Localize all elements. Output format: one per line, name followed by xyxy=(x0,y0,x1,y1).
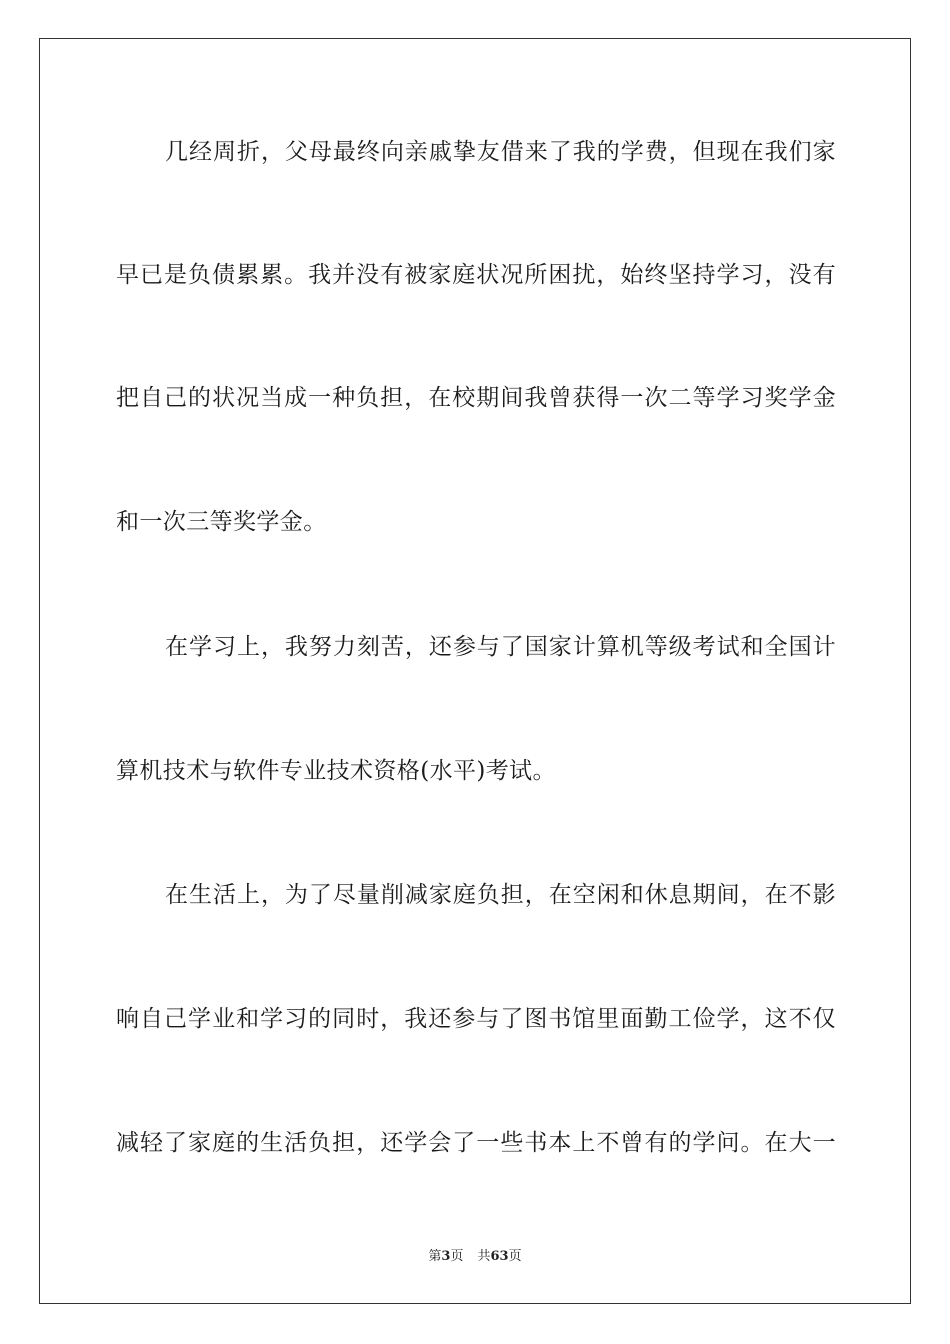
paragraph-line: 几经周折，父母最终向亲戚挚友借来了我的学费，但现在我们家 xyxy=(165,139,836,165)
paragraph-line: 响自己学业和学习的同时，我还参与了图书馆里面勤工俭学，这不仅 xyxy=(116,1006,836,1032)
paragraph-line: 早已是负债累累。我并没有被家庭状况所困扰，始终坚持学习，没有 xyxy=(116,262,836,288)
page-footer xyxy=(0,1248,950,1266)
paragraph-line: 减轻了家庭的生活负担，还学会了一些书本上不曾有的学问。在大一 xyxy=(116,1130,836,1156)
paragraph-line: 把自己的状况当成一种负担，在校期间我曾获得一次二等学习奖学金 xyxy=(116,385,836,411)
page-number: 3 xyxy=(441,1249,451,1264)
total-prefix: 共 xyxy=(477,1249,491,1264)
page-suffix: 页 xyxy=(450,1249,464,1264)
paragraph-line: 和一次三等奖学金。 xyxy=(116,509,327,535)
paragraph-line: 算机技术与软件专业技术资格(水平)考试。 xyxy=(116,758,556,784)
paragraph-line: 在生活上，为了尽量削减家庭负担，在空闲和休息期间，在不影 xyxy=(165,882,836,908)
page-prefix: 第 xyxy=(428,1249,442,1264)
total-pages: 63 xyxy=(490,1249,509,1264)
paragraph-line: 在学习上，我努力刻苦，还参与了国家计算机等级考试和全国计 xyxy=(165,634,836,660)
page-border xyxy=(39,38,911,1304)
total-suffix: 页 xyxy=(508,1249,522,1264)
